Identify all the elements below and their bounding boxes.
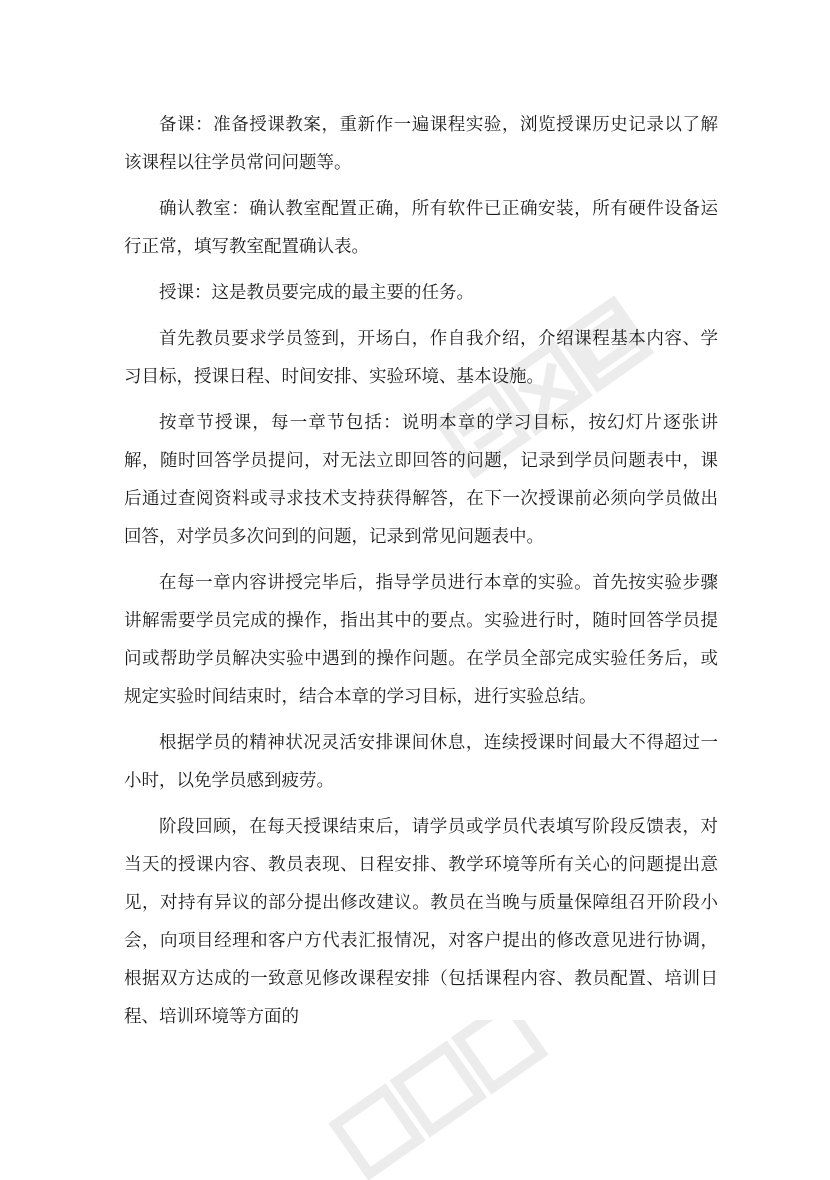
paragraph: 按章节授课，每一章节包括：说明本章的学习目标，按幻灯片逐张讲解，随时回答学员提问，对无法立即回答的问题，记录到学员问题表中，课后通过查阅资料或寻求技术支持获得解答，在下一次授课前必须向学员做出回答，对学员多次问到的问题，记录到常见问题表中。	[124, 413, 718, 547]
paragraph: 首先教员要求学员签到，开场白，作自我介绍，介绍课程基本内容、学习目标，授课日程、时间安排、实验环境、基本设施。	[124, 329, 718, 387]
watermark-icon	[310, 1020, 570, 1180]
paragraph: 备课：准备授课教案，重新作一遍课程实验，浏览授课历史记录以了解该课程以往学员常问问题等。	[124, 115, 718, 173]
paragraph: 根据学员的精神状况灵活安排课间休息，连续授课时间最大不得超过一小时，以免学员感到疲劳。	[124, 733, 718, 791]
document-body	[124, 106, 718, 1044]
paragraph: 授课：这是教员要完成的最主要的任务。	[159, 283, 474, 303]
paragraph: 在每一章内容讲授完毕后，指导学员进行本章的实验。首先按实验步骤讲解需要学员完成的操作，指出其中的要点。实验进行时，随时回答学员提问或帮助学员解决实验中遇到的操作问题。在学员全部完成实验任务后，或规定实验时间结束时，结合本章的学习目标，进行实验总结。	[124, 573, 718, 707]
paragraph: 阶段回顾，在每天授课结束后，请学员或学员代表填写阶段反馈表，对当天的授课内容、教员表现、日程安排、教学环境等所有关心的问题提出意见，对持有异议的部分提出修改建议。教员在当晚与质量保障组召开阶段小会，向项目经理和客户方代表汇报情况，对客户提出的修改意见进行协调，根据双方达成的一致意见修改课程安排（包括课程内容、教员配置、培训日程、培训环境等方面的	[124, 817, 718, 1027]
paragraph: 确认教室：确认教室配置正确，所有软件已正确安装，所有硬件设备运行正常，填写教室配置确认表。	[124, 199, 718, 257]
